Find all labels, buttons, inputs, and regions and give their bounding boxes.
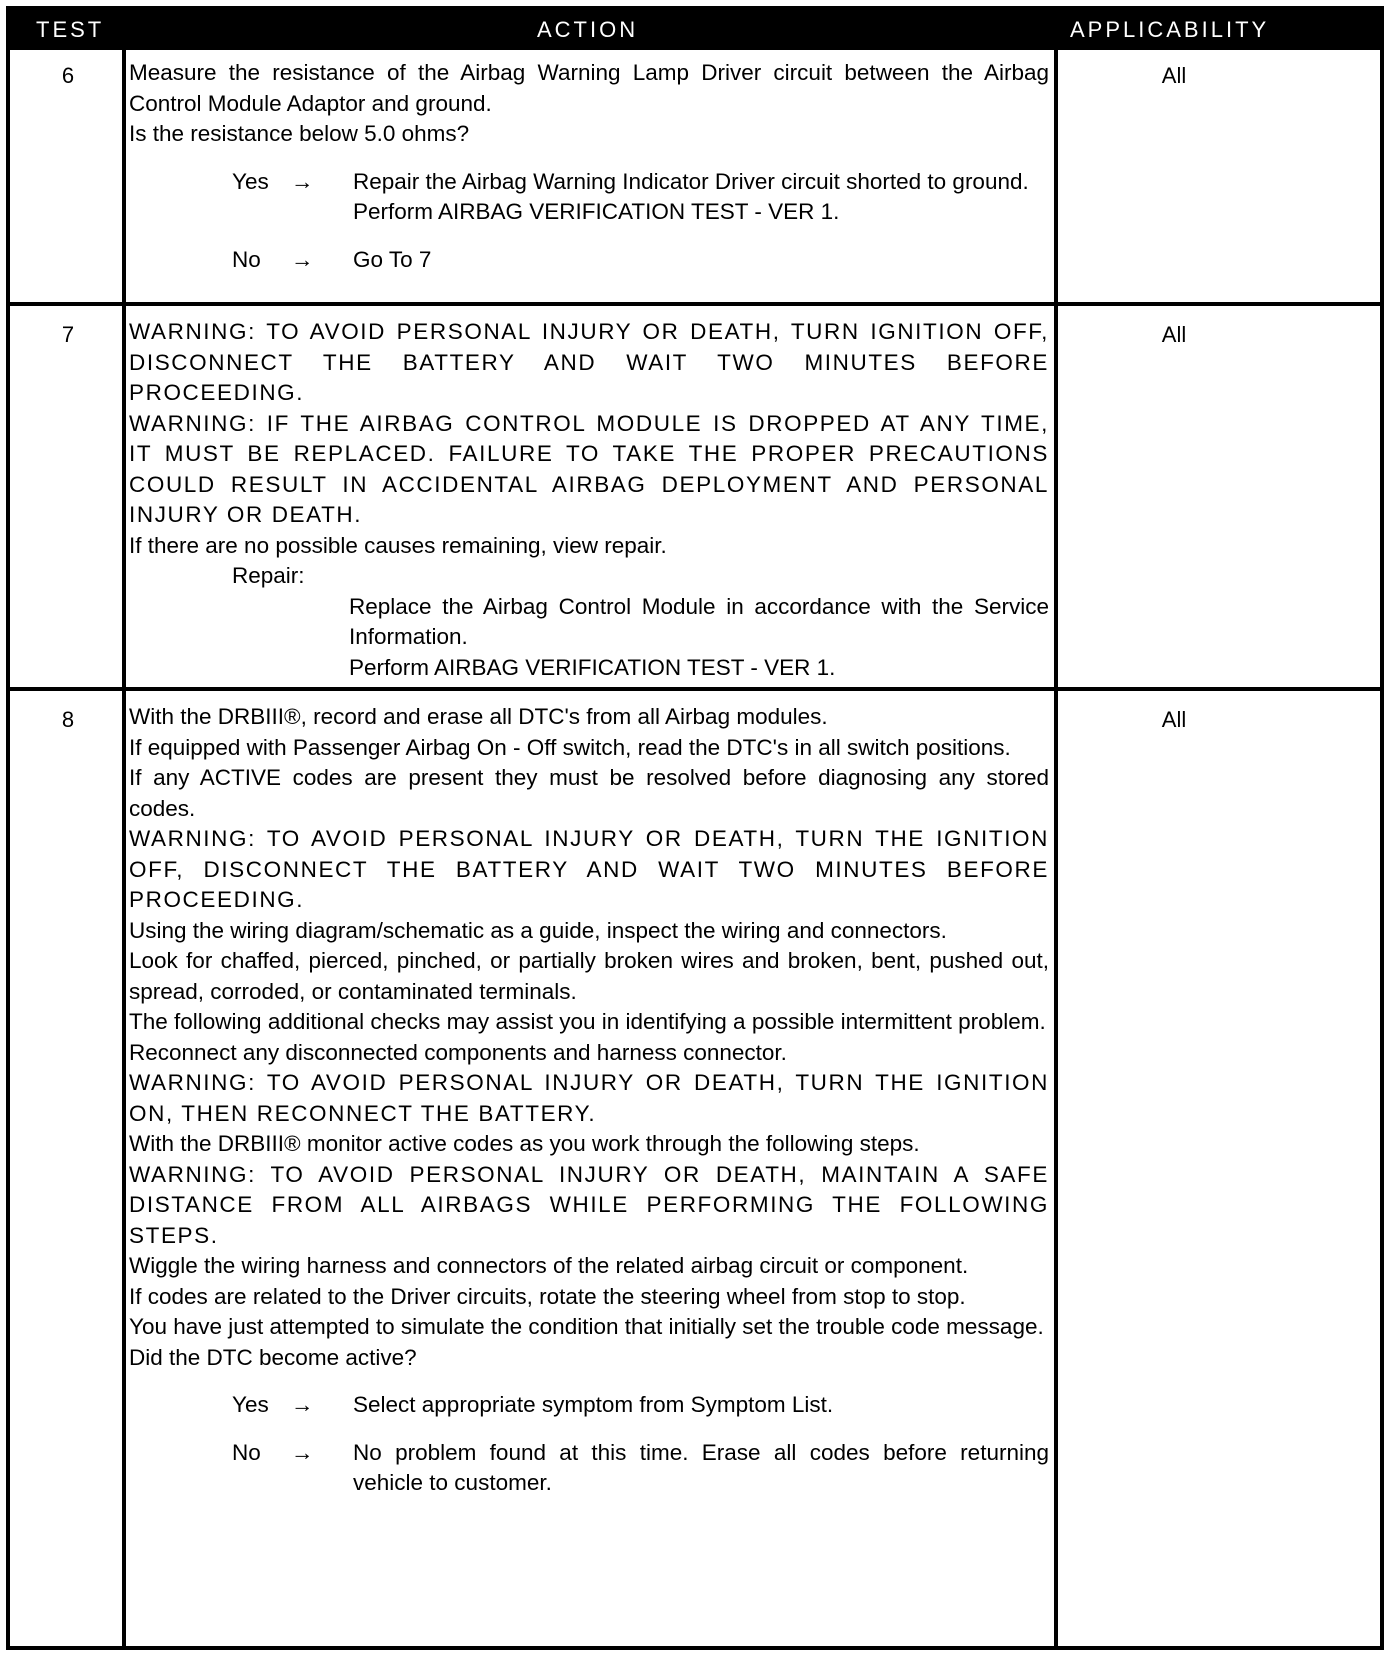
row-divider — [10, 302, 1380, 306]
warning-text: WARNING: TO AVOID PERSONAL INJURY OR DEATH, TURN THE IGNITION ON, THEN RECONNECT THE BATTERY. — [129, 1070, 1049, 1126]
action-line: If any ACTIVE codes are present they must be resolved before diagnosing any stored codes. — [129, 765, 1049, 821]
arrow-icon: → — [291, 246, 314, 272]
action-line: You have just attempted to simulate the condition that initially set the trouble code message. — [129, 1314, 1044, 1339]
diagnostic-table — [6, 6, 1384, 1650]
action-line: Look for chaffed, pierced, pinched, or partially broken wires and broken, bent, pushed out, spread, corroded, or contaminated terminals. — [129, 948, 1049, 1004]
warning-text: WARNING: IF THE AIRBAG CONTROL MODULE IS DROPPED AT ANY TIME, IT MUST BE REPLACED. FAILURE TO TAKE THE PROPER PRECAUTIONS COULD RESULT IN ACCIDENTAL AIRBAG DEPLOYMENT AND PERSONAL INJURY OR DEATH. — [129, 410, 1049, 527]
test-number: 6 — [61, 63, 75, 88]
row-divider — [10, 687, 1380, 691]
yes-response — [129, 1390, 1049, 1421]
applicability-value: All — [1161, 707, 1187, 732]
action-line: With the DRBIII®, record and erase all DTC's from all Airbag modules. — [129, 704, 828, 729]
repair-text: Replace the Airbag Control Module in accordance with the Service Information. — [349, 593, 1049, 649]
header-applicability: APPLICABILITY — [1070, 17, 1270, 42]
yes-label: Yes — [232, 1392, 269, 1417]
action-line: Reconnect any disconnected components and harness connector. — [129, 1039, 787, 1065]
action-line: Is the resistance below 5.0 ohms? — [129, 121, 470, 146]
arrow-icon: → — [291, 1392, 314, 1417]
action-line: The following additional checks may assist you in identifying a possible intermittent problem. — [129, 1009, 1046, 1034]
test-number: 7 — [61, 322, 75, 347]
no-label: No — [232, 246, 261, 272]
table-header — [10, 10, 1380, 50]
column-divider-applicability — [1054, 50, 1058, 1646]
action-line: If codes are related to the Driver circuits, rotate the steering wheel from stop to stop. — [129, 1283, 966, 1309]
yes-text: Repair the Airbag Warning Indicator Driver circuit shorted to ground. — [353, 168, 1029, 194]
yes-text: Perform AIRBAG VERIFICATION TEST - VER 1. — [353, 199, 840, 224]
yes-text: Select appropriate symptom from Symptom List. — [353, 1392, 834, 1417]
action-text-test-6 — [129, 58, 1049, 275]
applicability-value: All — [1161, 322, 1187, 347]
action-line: If there are no possible causes remaining, view repair. — [129, 532, 667, 558]
no-text: Go To 7 — [353, 246, 432, 272]
action-line: Wiggle the wiring harness and connectors of the related airbag circuit or component. — [129, 1253, 969, 1278]
column-divider-test — [122, 50, 126, 1646]
action-line: Did the DTC become active? — [129, 1344, 417, 1370]
warning-text: WARNING: TO AVOID PERSONAL INJURY OR DEATH, TURN THE IGNITION OFF, DISCONNECT THE BATTERY AND WAIT TWO MINUTES BEFORE PROCEEDING. — [129, 826, 1049, 912]
no-response — [129, 1438, 1049, 1499]
action-text-test-8 — [129, 702, 1049, 1499]
test-number: 8 — [61, 707, 75, 732]
arrow-icon: → — [291, 168, 314, 194]
no-label: No — [232, 1439, 261, 1465]
action-line: With the DRBIII® monitor active codes as you work through the following steps. — [129, 1131, 920, 1156]
header-action: ACTION — [537, 17, 639, 42]
repair-label: Repair: — [232, 563, 305, 588]
header-test: TEST — [36, 17, 105, 42]
no-response — [129, 245, 1049, 276]
action-line: Measure the resistance of the Airbag Warning Lamp Driver circuit between the Airbag Control Module Adaptor and ground. — [129, 60, 1049, 116]
warning-text: WARNING: TO AVOID PERSONAL INJURY OR DEATH, TURN IGNITION OFF, DISCONNECT THE BATTERY AND WAIT TWO MINUTES BEFORE PROCEEDING. — [129, 319, 1049, 405]
arrow-icon: → — [291, 1439, 314, 1465]
repair-instructions — [129, 592, 1049, 684]
repair-text: Perform AIRBAG VERIFICATION TEST - VER 1. — [349, 654, 836, 680]
action-line: If equipped with Passenger Airbag On - Off switch, read the DTC's in all switch positions. — [129, 734, 1011, 760]
action-line: Using the wiring diagram/schematic as a guide, inspect the wiring and connectors. — [129, 917, 947, 943]
no-text: No problem found at this time. Erase all codes before returning vehicle to customer. — [353, 1439, 1049, 1495]
applicability-value: All — [1161, 63, 1187, 88]
warning-text: WARNING: TO AVOID PERSONAL INJURY OR DEATH, MAINTAIN A SAFE DISTANCE FROM ALL AIRBAGS WHILE PERFORMING THE FOLLOWING STEPS. — [129, 1161, 1049, 1248]
yes-label: Yes — [232, 168, 269, 194]
yes-response — [129, 167, 1049, 228]
action-text-test-7 — [129, 317, 1049, 683]
